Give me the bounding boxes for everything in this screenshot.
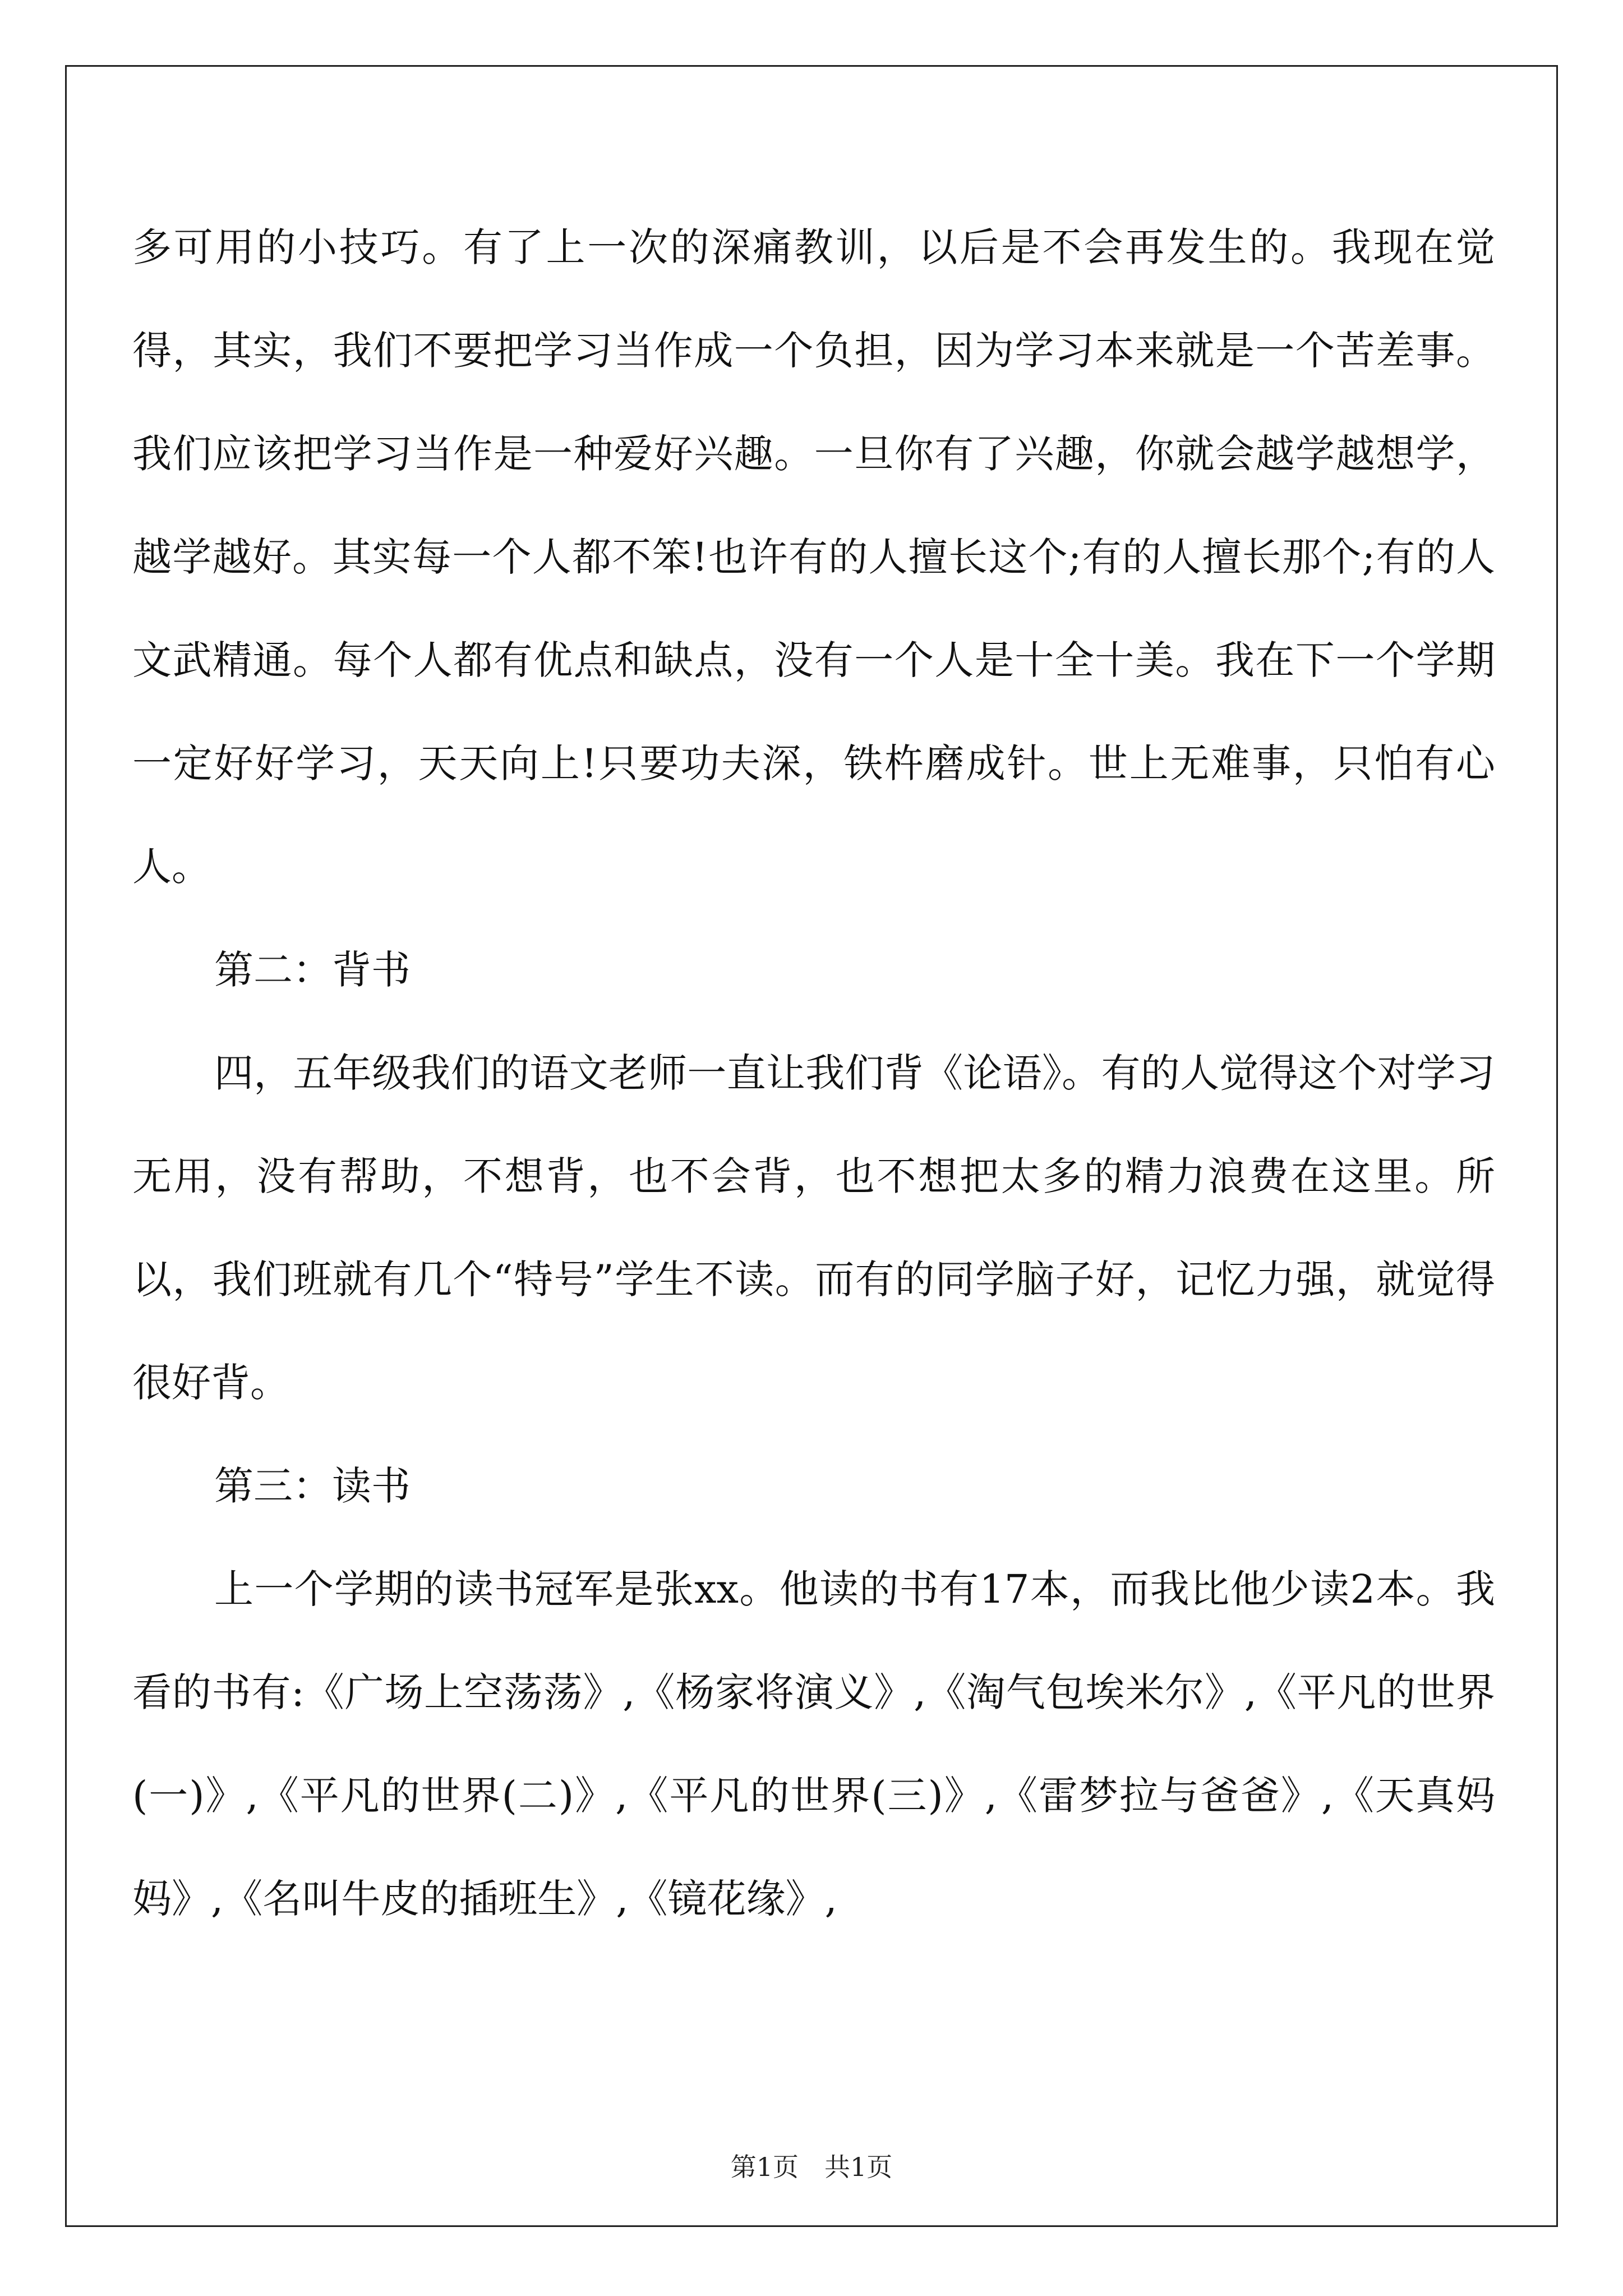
paragraph-recitation: 四，五年级我们的语文老师一直让我们背《论语》。有的人觉得这个对学习无用，没有帮助，不想背，也不会背，也不想把太多的精力浪费在这里。所以，我们班就有几个“特号”学生不读。而有的同学脑子好，记忆力强，就觉得很好背。 — [132, 1050, 1495, 1406]
paragraph-continuation: 多可用的小技巧。有了上一次的深痛教训，以后是不会再发生的。我现在觉得，其实，我们不要把学习当作成一个负担，因为学习本来就是一个苦差事。我们应该把学习当作是一种爱好兴趣。一旦你有了兴趣，你就会越学越想学，越学越好。其实每一个人都不笨!也许有的人擅长这个;有的人擅长那个;有的人文武精通。每个人都有优点和缺点，没有一个人是十全十美。我在下一个学期一定好好学习，天天向上!只要功夫深，铁杵磨成针。世上无难事，只怕有心人。 — [132, 224, 1495, 890]
section-heading-recitation: 第二：背书 — [214, 947, 411, 993]
paragraph-reading: 上一个学期的读书冠军是张xx。他读的书有17本，而我比他少读2本。我看的书有:《广场上空荡荡》,《杨家将演义》,《淘气包埃米尔》,《平凡的世界(一)》,《平凡的世界(二)》,《平凡的世界(三)》,《雷梦拉与爸爸》,《天真妈妈》,《名叫牛皮的插班生》,《镜花缘》, — [132, 1566, 1495, 1922]
page-footer: 第1页 共1页 — [730, 2152, 893, 2182]
document-body — [132, 196, 1495, 1950]
section-heading-reading: 第三：读书 — [214, 1463, 411, 1509]
